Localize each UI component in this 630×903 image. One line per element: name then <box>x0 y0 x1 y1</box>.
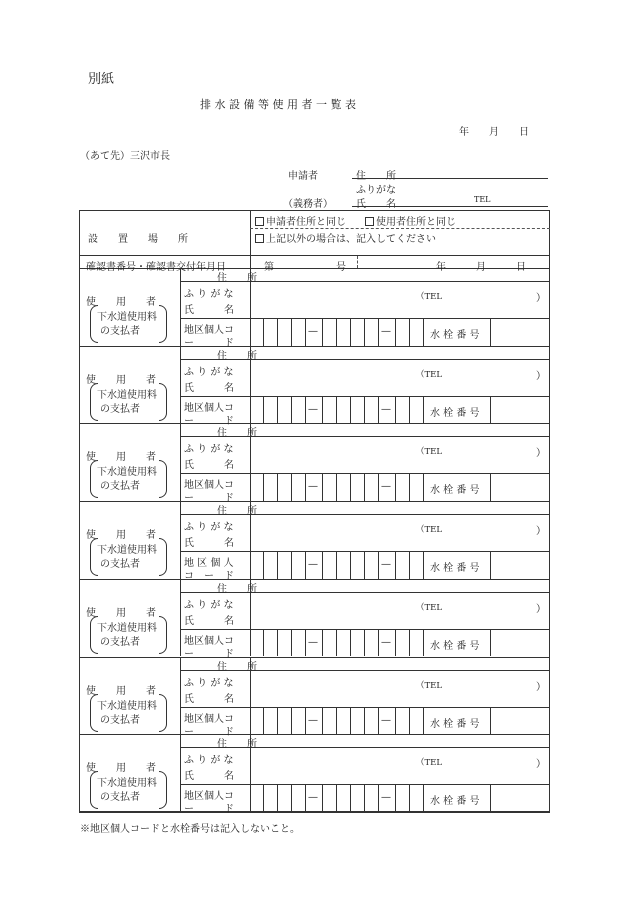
address-field[interactable] <box>252 347 548 358</box>
name-field[interactable] <box>252 516 412 548</box>
payer-line2: の支払者 <box>100 559 140 571</box>
paren-right <box>159 460 167 498</box>
code-dash: — <box>308 326 318 337</box>
user-label: 使 用 者 <box>86 297 156 308</box>
payer-line2: の支払者 <box>100 714 140 726</box>
meter-number-field[interactable] <box>492 553 548 578</box>
address-label: 住 所 <box>217 661 257 673</box>
code-dash: — <box>381 636 391 648</box>
tel-label: （TEL <box>416 292 443 302</box>
applicant-address-field[interactable] <box>352 178 548 179</box>
address-field[interactable] <box>252 580 548 591</box>
meter-number-label: 水 栓 番 号 <box>430 407 480 419</box>
area-code-label-2: コ ー ド <box>184 571 234 583</box>
meter-number-field[interactable] <box>492 398 548 423</box>
area-code-label-1: 地区個人コ <box>184 791 234 803</box>
date-year: 年 <box>459 127 469 138</box>
paren-right <box>159 383 167 421</box>
name-label: 氏 名 <box>184 538 234 550</box>
code-dash: — <box>308 559 318 571</box>
area-code-label-2: ー ド <box>184 493 234 505</box>
meter-number-field[interactable] <box>492 320 548 345</box>
checkbox-icon <box>255 234 264 243</box>
name-field[interactable] <box>252 361 412 393</box>
furigana-label: ふ り が な <box>184 677 234 689</box>
page-title: 排 水 設 備 等 使 用 者 一 覧 表 <box>200 98 356 111</box>
payer-line2: の支払者 <box>100 636 140 648</box>
date-month: 月 <box>489 127 499 138</box>
name-label: 氏 名 <box>184 771 234 783</box>
code-dash: — <box>308 636 318 648</box>
name-label: 氏 名 <box>184 693 234 705</box>
paren-right <box>159 616 167 654</box>
address-field[interactable] <box>252 658 548 669</box>
area-code-label-2: ー ド <box>184 648 234 660</box>
address-label: 住 所 <box>217 428 257 440</box>
tel-label: （TEL <box>416 602 443 613</box>
user-label: 使 用 者 <box>86 685 156 697</box>
checkbox-icon <box>365 217 374 226</box>
name-field[interactable] <box>252 672 412 704</box>
furigana-label: ふ り が な <box>184 599 234 611</box>
code-dash: — <box>381 792 391 804</box>
tel-close: ） <box>536 681 546 693</box>
payer-line1: 下水道使用料 <box>97 467 157 479</box>
payer-line2: の支払者 <box>100 403 140 415</box>
address-label: 住 所 <box>217 739 257 751</box>
area-code-label-2: ー ド <box>184 415 234 427</box>
paren-right <box>159 694 167 732</box>
payer-line2: の支払者 <box>100 792 140 804</box>
furigana-label: ふ り が な <box>184 755 234 767</box>
name-field[interactable] <box>252 749 412 781</box>
code-dash: — <box>381 559 391 571</box>
addressee: （あて先）三沢市長 <box>80 151 170 162</box>
name-field[interactable] <box>252 594 412 626</box>
tel-close: ） <box>536 370 546 382</box>
confirmation-year: 年 <box>436 262 446 273</box>
meter-number-label: 水 栓 番 号 <box>430 330 480 341</box>
furigana-label: ふ り が な <box>184 444 234 456</box>
address-label: 住 所 <box>217 583 257 595</box>
address-label: 住 所 <box>217 506 257 518</box>
meter-number-field[interactable] <box>492 631 548 656</box>
meter-number-label: 水 栓 番 号 <box>430 640 480 652</box>
option-same-user[interactable]: 使用者住所と同じ <box>365 213 456 228</box>
furigana-label: ふ り が な <box>184 522 234 534</box>
area-code-label-1: 地区個人コ <box>184 713 234 725</box>
name-label: 氏 名 <box>184 382 234 394</box>
confirmation-day: 日 <box>516 262 526 273</box>
payer-line1: 下水道使用料 <box>97 700 157 712</box>
user-label: 使 用 者 <box>86 374 156 386</box>
user-label: 使 用 者 <box>86 452 156 464</box>
name-label: 氏 名 <box>184 460 234 472</box>
user-label: 使 用 者 <box>86 607 156 619</box>
user-label: 使 用 者 <box>86 530 156 542</box>
footnote: ※地区個人コードと水栓番号は記入しないこと。 <box>80 824 300 835</box>
payer-line1: 下水道使用料 <box>97 545 157 557</box>
confirmation-dai: 第 <box>264 262 274 273</box>
meter-number-label: 水 栓 番 号 <box>430 485 480 497</box>
meter-number-label: 水 栓 番 号 <box>430 718 480 730</box>
meter-number-label: 水 栓 番 号 <box>430 563 480 575</box>
name-label: 氏 名 <box>184 615 234 627</box>
tel-label: （TEL <box>416 680 443 691</box>
area-code-label-2: ー ド <box>184 726 234 738</box>
area-code-label-1: 地区個人コ <box>184 325 234 336</box>
location-label: 設 置 場 所 <box>88 234 188 245</box>
tel-close: ） <box>536 293 546 304</box>
payer-line1: 下水道使用料 <box>97 312 157 323</box>
tel-close: ） <box>536 448 546 460</box>
address-field[interactable] <box>252 269 548 280</box>
address-field[interactable] <box>252 735 548 746</box>
confirmation-go: 号 <box>336 262 346 273</box>
code-dash: — <box>308 403 318 415</box>
payer-line1: 下水道使用料 <box>97 622 157 634</box>
tel-label: （TEL <box>416 447 443 458</box>
payer-line1: 下水道使用料 <box>97 778 157 790</box>
option-other[interactable]: 上記以外の場合は、記入してください <box>255 230 436 245</box>
applicant-name-field[interactable] <box>352 206 548 207</box>
meter-number-field[interactable] <box>492 709 548 734</box>
code-dash: — <box>381 326 391 337</box>
name-label: 氏 名 <box>184 305 234 316</box>
tel-label: （TEL <box>416 369 443 380</box>
address-label: 住 所 <box>217 273 257 284</box>
date-day: 日 <box>519 127 529 138</box>
applicant-name-label: 氏 名 <box>356 199 396 210</box>
applicant-furigana-label: ふりがな <box>356 185 396 196</box>
confirmation-month: 月 <box>476 262 486 273</box>
paren-right <box>159 305 167 343</box>
code-dash: — <box>308 481 318 493</box>
code-dash: — <box>308 792 318 804</box>
applicant-address-label: 住 所 <box>356 171 396 182</box>
tel-close: ） <box>536 759 546 771</box>
obligor-label: （義務者） <box>283 199 333 210</box>
area-code-label-1: 地 区 個 人 <box>184 558 234 570</box>
code-dash: — <box>308 714 318 726</box>
tel-close: ） <box>536 603 546 615</box>
meter-number-field[interactable] <box>492 786 548 811</box>
user-label: 使 用 者 <box>86 763 156 775</box>
code-dash: — <box>381 481 391 493</box>
tel-label: （TEL <box>416 525 443 536</box>
area-code-label-1: 地区個人コ <box>184 635 234 647</box>
code-dash: — <box>381 403 391 415</box>
area-code-label-1: 地区個人コ <box>184 480 234 492</box>
applicant-label: 申請者 <box>288 171 318 182</box>
confirmation-label: 確認書番号・確認書交付年月日 <box>86 262 226 273</box>
area-code-label-2: ー ド <box>184 804 234 816</box>
furigana-label: ふ り が な <box>184 289 234 300</box>
area-code-label-1: 地区個人コ <box>184 402 234 414</box>
paren-right <box>159 771 167 809</box>
payer-line2: の支払者 <box>100 326 140 337</box>
tel-label: （TEL <box>416 758 443 769</box>
option-same-applicant[interactable]: 申請者住所と同じ <box>255 213 346 228</box>
meter-number-label: 水 栓 番 号 <box>430 796 480 808</box>
attachment-label: 別紙 <box>88 72 115 87</box>
name-field[interactable] <box>252 283 412 315</box>
payer-line2: の支払者 <box>100 481 140 493</box>
address-field[interactable] <box>252 424 548 435</box>
code-dash: — <box>381 714 391 726</box>
payer-line1: 下水道使用料 <box>97 389 157 401</box>
paren-right <box>159 538 167 576</box>
applicant-tel-label: TEL <box>474 195 491 204</box>
tel-close: ） <box>536 526 546 538</box>
furigana-label: ふ り が な <box>184 366 234 378</box>
address-field[interactable] <box>252 502 548 513</box>
area-code-label-2: ー ド <box>184 338 234 349</box>
name-field[interactable] <box>252 438 412 470</box>
address-label: 住 所 <box>217 350 257 362</box>
meter-number-field[interactable] <box>492 475 548 500</box>
checkbox-icon <box>255 217 264 226</box>
